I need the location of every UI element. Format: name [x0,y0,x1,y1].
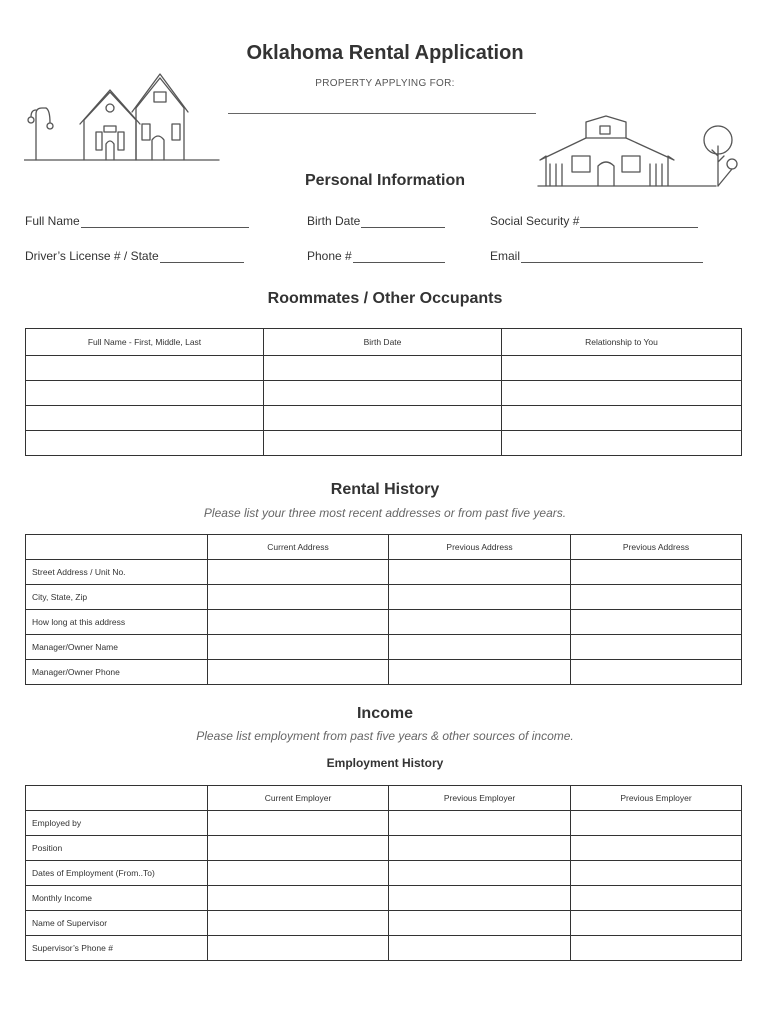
row-label: Employed by [26,811,208,836]
table-row [26,431,742,456]
table-cell[interactable] [264,431,502,456]
table-cell[interactable] [208,886,389,911]
table-cell[interactable] [389,911,571,936]
income-note: Please list employment from past five years & other sources of income. [196,729,574,743]
column-header [26,535,208,560]
table-cell[interactable] [389,886,571,911]
table-header-row [26,329,742,356]
table-row [26,560,742,585]
property-applying-label: PROPERTY APPLYING FOR: [315,78,455,89]
row-label: City, State, Zip [26,585,208,610]
row-label: Supervisor’s Phone # [26,936,208,961]
drivers-license-input[interactable] [160,250,244,263]
column-header: Current Address [208,535,389,560]
table-cell[interactable] [502,381,742,406]
table-row [26,381,742,406]
full-name-field[interactable] [25,214,249,228]
table-cell[interactable] [389,936,571,961]
table-row [26,836,742,861]
ssn-label: Social Security # [490,214,580,228]
rental-history-table [25,534,742,685]
table-cell[interactable] [389,811,571,836]
employment-history-table [25,785,742,961]
table-cell[interactable] [502,431,742,456]
table-cell[interactable] [264,356,502,381]
table-cell[interactable] [571,861,742,886]
ssn-field[interactable] [490,214,698,228]
table-cell[interactable] [26,356,264,381]
email-label: Email [490,249,521,263]
column-header: Full Name - First, Middle, Last [26,329,264,356]
table-cell[interactable] [208,635,389,660]
table-cell[interactable] [502,356,742,381]
rental-history-heading: Rental History [330,481,440,498]
table-row [26,585,742,610]
row-label: How long at this address [26,610,208,635]
table-cell[interactable] [389,861,571,886]
table-header-row [26,535,742,560]
row-label: Monthly Income [26,886,208,911]
table-row [26,936,742,961]
table-row [26,660,742,685]
column-header: Previous Address [389,535,571,560]
table-cell[interactable] [26,406,264,431]
table-cell[interactable] [389,560,571,585]
table-cell[interactable] [208,811,389,836]
table-cell[interactable] [389,635,571,660]
table-row [26,861,742,886]
column-header: Birth Date [264,329,502,356]
table-cell[interactable] [571,886,742,911]
employment-history-heading: Employment History [326,756,444,770]
table-cell[interactable] [571,610,742,635]
table-cell[interactable] [264,406,502,431]
ssn-input[interactable] [580,215,698,228]
table-cell[interactable] [389,660,571,685]
table-cell[interactable] [502,406,742,431]
birth-date-field[interactable] [307,214,445,228]
drivers-license-field[interactable] [25,249,244,263]
table-cell[interactable] [571,660,742,685]
personal-info-heading: Personal Information [304,172,466,189]
email-field[interactable] [490,249,703,263]
full-name-label: Full Name [25,214,80,228]
email-input[interactable] [521,250,703,263]
street-lamp-icon [28,108,53,160]
column-header [26,786,208,811]
table-header-row [26,786,742,811]
table-cell[interactable] [571,836,742,861]
table-row [26,811,742,836]
table-cell[interactable] [571,560,742,585]
phone-input[interactable] [353,250,445,263]
table-cell[interactable] [571,911,742,936]
phone-label: Phone # [307,249,352,263]
table-cell[interactable] [208,560,389,585]
drivers-license-label: Driver’s License # / State [25,249,159,263]
table-cell[interactable] [389,585,571,610]
table-cell[interactable] [208,936,389,961]
table-cell[interactable] [208,911,389,936]
column-header: Current Employer [208,786,389,811]
column-header: Previous Employer [571,786,742,811]
birth-date-label: Birth Date [307,214,361,228]
birth-date-input[interactable] [361,215,445,228]
table-cell[interactable] [208,836,389,861]
roommates-heading: Roommates / Other Occupants [267,290,503,307]
column-header: Previous Address [571,535,742,560]
table-cell[interactable] [208,660,389,685]
table-cell[interactable] [26,381,264,406]
table-cell[interactable] [208,585,389,610]
property-input-line[interactable] [228,113,536,114]
row-label: Dates of Employment (From..To) [26,861,208,886]
table-row [26,610,742,635]
phone-field[interactable] [307,249,445,263]
row-label: Street Address / Unit No. [26,560,208,585]
page-title: Oklahoma Rental Application [246,42,524,64]
income-heading: Income [356,705,413,722]
table-row [26,356,742,381]
house-illustration-left [24,70,224,165]
row-label: Position [26,836,208,861]
column-header: Previous Employer [389,786,571,811]
column-header: Relationship to You [502,329,742,356]
row-label: Manager/Owner Phone [26,660,208,685]
table-row [26,886,742,911]
row-label: Manager/Owner Name [26,635,208,660]
table-cell[interactable] [571,585,742,610]
rental-history-note: Please list your three most recent addresses or from past five years. [203,506,567,520]
row-label: Name of Supervisor [26,911,208,936]
table-cell[interactable] [389,610,571,635]
table-cell[interactable] [571,635,742,660]
table-row [26,406,742,431]
table-cell[interactable] [571,936,742,961]
house-icon [80,74,188,160]
table-cell[interactable] [208,610,389,635]
table-cell[interactable] [389,836,571,861]
table-cell[interactable] [264,381,502,406]
table-row [26,635,742,660]
roommates-table [25,328,742,456]
full-name-input[interactable] [81,215,249,228]
table-cell[interactable] [26,431,264,456]
table-cell[interactable] [571,811,742,836]
table-row [26,911,742,936]
table-cell[interactable] [208,861,389,886]
